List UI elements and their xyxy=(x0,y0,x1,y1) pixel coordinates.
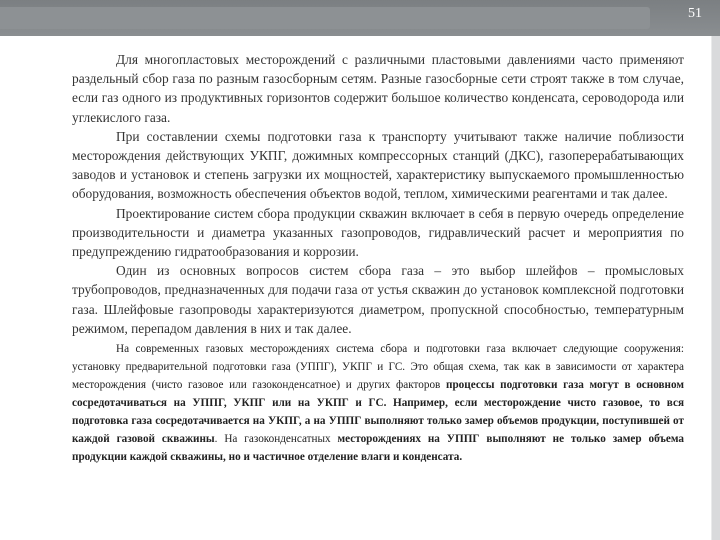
paragraph-preparation-scheme: При составлении схемы подготовки газа к транспорту учитывают также наличие поблизости месторождения действующих УКПГ, дожимных компрессорных станций (ДКС), газоперерабатывающих заводов и установок и степень загрузки их мощностей, характеристику выпускаемого промышленностью оборудования, возможность обеспечения объектов водой, теплом, химическими реагентами и так далее. xyxy=(72,128,684,202)
header-bar xyxy=(0,0,720,36)
page-number: 51 xyxy=(688,6,702,21)
paragraph-multilayer-fields: Для многопластовых месторождений с различными пластовыми давлениями часто применяют раздельный сбор газа по разным газосборным сетям. Разные газосборные сети строят также в том случае, если газ одного из продуктивных горизонтов содержит большое количество конденсата, сероводорода или углекислого газа. xyxy=(72,52,684,125)
paragraph-flowlines: Один из основных вопросов систем сбора газа – это выбор шлейфов – промысловых трубопроводов, предназначенных для подачи газа от устья скважин до установок комплексной подготовки газа. Шлейфовые газопроводы характеризуются диаметром, пропускной способностью, температурным режимом, перепадом давления в них и так далее. xyxy=(72,263,684,336)
text-bold: месторождениях на УППГ выполняют не только замер объема продукции каждой скважины, но и частичное отделение влаги и конденсата. xyxy=(72,433,685,464)
paragraph-modern-fields xyxy=(72,340,684,466)
text-bold: процессы подготовки газа могут в основном сосредотачиваться на УППГ, УКПГ или на УКПГ и ГС. Например, если месторождение чисто газовое, то вся подготовка газа сосредотачивается на УКПГ, а на УППГ выполняют только замер объемов продукции, поступившей от каждой газовой скважины xyxy=(72,379,684,446)
header-bar-inner xyxy=(0,7,650,29)
text-normal: На современных газовых месторождениях система сбора и подготовки газа включает следующие сооружения: установку предварительной подготовки газа (УППГ), УКПГ и ГС. Это общая схема, так как в зависимости от характера месторождения (чисто газовое или газоконденсатное) и других факторов xyxy=(72,343,684,392)
right-rail xyxy=(712,36,720,540)
paragraph-design: Проектирование систем сбора продукции скважин включает в себя в первую очередь определение производительности и диаметра указанных газопроводов, гидравлический расчет и мероприятия по предупреждению гидратообразования и коррозии. xyxy=(72,205,684,260)
document-body xyxy=(72,50,684,466)
text-normal: . На газоконденсатных xyxy=(214,433,338,446)
